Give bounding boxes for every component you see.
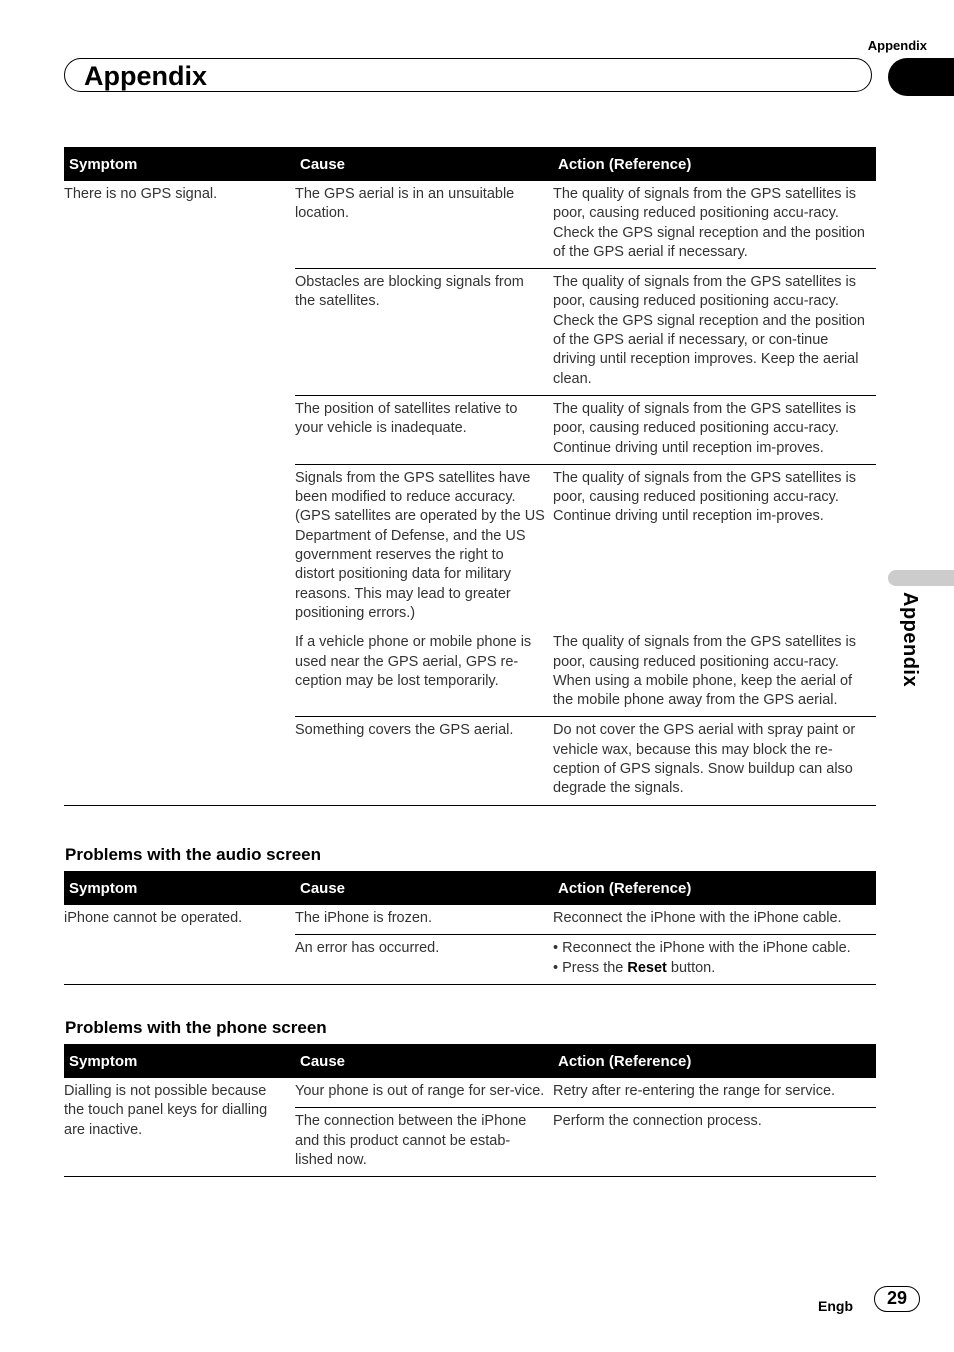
table-header-row bbox=[64, 147, 876, 181]
action-cell: The quality of signals from the GPS satellites is poor, causing reduced positioning accu-racy. Check the GPS signal reception and the position of the GPS aerial if necessary. bbox=[553, 181, 876, 269]
column-header-action: Action (Reference) bbox=[553, 147, 876, 181]
symptom-cell: iPhone cannot be operated. bbox=[64, 905, 295, 984]
action-cell: Retry after re-entering the range for service. bbox=[553, 1078, 876, 1108]
cause-cell: The iPhone is frozen. bbox=[295, 905, 553, 935]
action-bullet bbox=[553, 959, 870, 978]
action-cell: The quality of signals from the GPS satellites is poor, causing reduced positioning accu-racy. Continue driving until reception im-proves. bbox=[553, 395, 876, 464]
page-number: 29 bbox=[874, 1286, 920, 1312]
cause-cell: Your phone is out of range for ser-vice. bbox=[295, 1078, 553, 1108]
audio-troubleshooting-table bbox=[64, 871, 876, 985]
phone-troubleshooting-table bbox=[64, 1044, 876, 1177]
action-cell: Do not cover the GPS aerial with spray paint or vehicle wax, because this may block the re-ception of GPS signals. Snow buildup can also degrade the signals. bbox=[553, 717, 876, 805]
cause-cell: An error has occurred. bbox=[295, 935, 553, 985]
page-title: Appendix bbox=[84, 61, 208, 91]
cause-cell: The position of satellites relative to your vehicle is inadequate. bbox=[295, 395, 553, 464]
phone-section-title: Problems with the phone screen bbox=[65, 1018, 327, 1037]
reset-button-label: Reset bbox=[627, 959, 667, 976]
section-tab-marker bbox=[888, 58, 954, 96]
action-cell: The quality of signals from the GPS satellites is poor, causing reduced positioning accu-racy. Check the GPS signal reception and the position of the GPS aerial if necessary, or con-tinue driving until reception improves. Keep the aerial clean. bbox=[553, 269, 876, 396]
audio-section-title: Problems with the audio screen bbox=[65, 845, 322, 864]
cause-cell: If a vehicle phone or mobile phone is used near the GPS aerial, GPS re-ception may be lost temporarily. bbox=[295, 629, 553, 717]
column-header-symptom: Symptom bbox=[64, 871, 295, 905]
table-header-row bbox=[64, 871, 876, 905]
language-code: Engb bbox=[818, 1298, 853, 1314]
side-section-label: Appendix bbox=[899, 592, 921, 688]
column-header-cause: Cause bbox=[295, 871, 553, 905]
action-cell bbox=[553, 935, 876, 985]
column-header-cause: Cause bbox=[295, 1044, 553, 1078]
table-row bbox=[64, 905, 876, 935]
cause-cell: Obstacles are blocking signals from the satellites. bbox=[295, 269, 553, 396]
table-row bbox=[64, 181, 876, 269]
table-row bbox=[64, 1078, 876, 1108]
cause-cell: The GPS aerial is in an unsuitable location. bbox=[295, 181, 553, 269]
running-head: Appendix bbox=[867, 38, 927, 53]
cause-cell: The connection between the iPhone and this product cannot be estab-lished now. bbox=[295, 1108, 553, 1177]
column-header-cause: Cause bbox=[295, 147, 553, 181]
symptom-cell: There is no GPS signal. bbox=[64, 181, 295, 805]
action-cell: Perform the connection process. bbox=[553, 1108, 876, 1177]
action-cell: The quality of signals from the GPS satellites is poor, causing reduced positioning accu-racy. When using a mobile phone, keep the aerial of the mobile phone away from the GPS aerial. bbox=[553, 629, 876, 717]
action-cell: The quality of signals from the GPS satellites is poor, causing reduced positioning accu-racy. Continue driving until reception im-proves. bbox=[553, 469, 857, 525]
gps-troubleshooting-table bbox=[64, 147, 876, 806]
side-tab-marker bbox=[888, 570, 954, 586]
table-header-row bbox=[64, 1044, 876, 1078]
column-header-symptom: Symptom bbox=[64, 147, 295, 181]
column-header-action: Action (Reference) bbox=[553, 1044, 876, 1078]
action-bullet: • Reconnect the iPhone with the iPhone cable. bbox=[553, 940, 851, 957]
bullet-text: • Press the bbox=[553, 959, 628, 976]
symptom-cell: Dialling is not possible because the touch panel keys for dialling are inactive. bbox=[64, 1078, 295, 1177]
column-header-action: Action (Reference) bbox=[553, 871, 876, 905]
bullet-text: button. bbox=[666, 959, 716, 976]
cause-cell: Something covers the GPS aerial. bbox=[295, 717, 553, 805]
cause-cell: Signals from the GPS satellites have been modified to reduce accuracy. (GPS satellites are operated by the US Department of Defense, and the US government reserves the right to distort positioning data for military reasons. This may lead to greater positioning errors.) bbox=[295, 469, 545, 621]
column-header-symptom: Symptom bbox=[64, 1044, 295, 1078]
action-cell: Reconnect the iPhone with the iPhone cable. bbox=[553, 905, 876, 935]
